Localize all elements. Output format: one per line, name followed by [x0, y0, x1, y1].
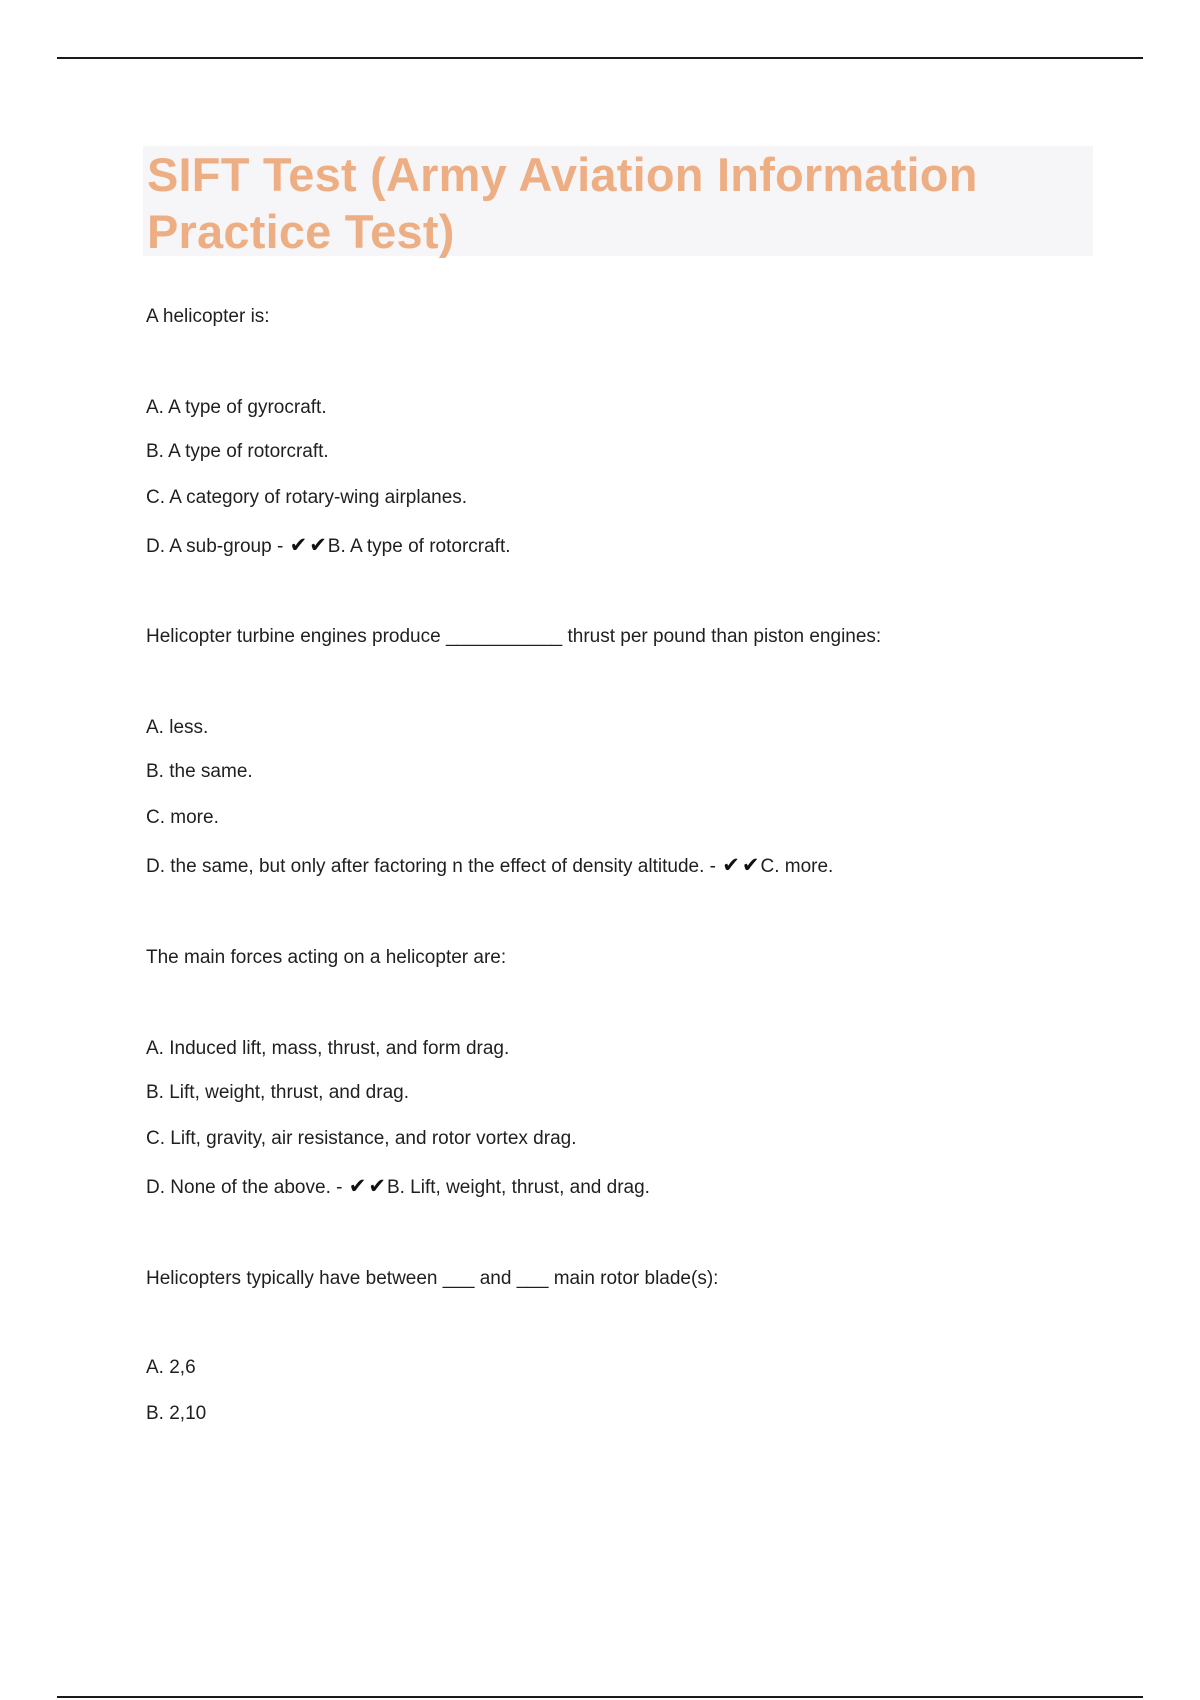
question-2-text: Helicopter turbine engines produce ___________ thrust per pound than piston engines: — [146, 626, 882, 647]
checkmark-icon: ✔ — [289, 533, 308, 557]
checkmark-icon: ✔ — [309, 533, 327, 557]
question-1-option-d-with-answer — [146, 533, 511, 559]
checkmark-icon: ✔ — [741, 853, 760, 877]
checkmark-icon: ✔ — [368, 1174, 386, 1198]
question-2-option-b: B. the same. — [146, 761, 253, 782]
question-3-option-d: D. None of the above. - — [146, 1177, 343, 1198]
question-1-option-a: A. A type of gyrocraft. — [146, 397, 327, 418]
question-4-text: Helicopters typically have between ___ and ___ main rotor blade(s): — [146, 1268, 719, 1289]
question-1-option-d: D. A sub-group - — [146, 536, 284, 557]
question-2-option-d-with-answer — [146, 853, 833, 879]
title-banner — [143, 146, 1093, 256]
footer-rule — [57, 1696, 1143, 1698]
question-3-text: The main forces acting on a helicopter are: — [146, 947, 507, 968]
checkmark-icon: ✔ — [722, 853, 740, 877]
question-1-option-b: B. A type of rotorcraft. — [146, 441, 329, 462]
question-3-option-b: B. Lift, weight, thrust, and drag. — [146, 1082, 409, 1103]
question-2-option-a: A. less. — [146, 717, 209, 738]
question-4-option-a: A. 2,6 — [146, 1357, 196, 1378]
question-1-answer: B. A type of rotorcraft. — [327, 536, 511, 557]
header-rule — [57, 57, 1143, 59]
question-3-answer: B. Lift, weight, thrust, and drag. — [386, 1177, 650, 1198]
checkmark-icon: ✔ — [348, 1174, 367, 1198]
question-1-option-c: C. A category of rotary-wing airplanes. — [146, 487, 468, 508]
question-2-option-d: D. the same, but only after factoring n the effect of density altitude. - — [146, 856, 716, 877]
document-title: SIFT Test (Army Aviation Information Practice Test) — [147, 148, 978, 258]
question-3-option-a: A. Induced lift, mass, thrust, and form drag. — [146, 1038, 510, 1059]
question-3-option-c: C. Lift, gravity, air resistance, and rotor vortex drag. — [146, 1128, 577, 1149]
question-3-option-d-with-answer — [146, 1174, 650, 1200]
question-2-answer: C. more. — [760, 856, 834, 877]
question-4-option-b: B. 2,10 — [146, 1403, 207, 1424]
question-2-option-c: C. more. — [146, 807, 219, 828]
question-1-text: A helicopter is: — [146, 306, 270, 327]
